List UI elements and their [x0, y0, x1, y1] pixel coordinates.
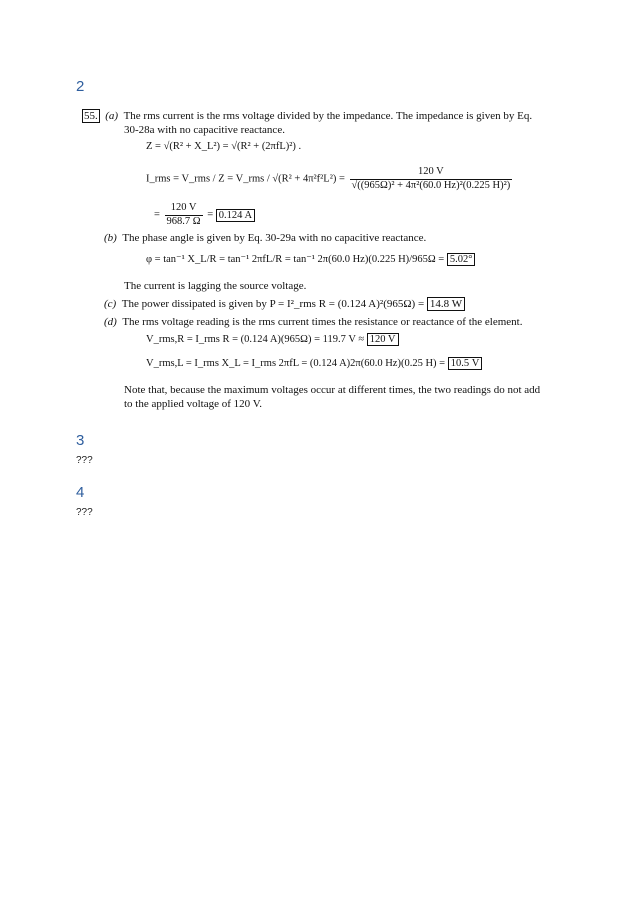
answer-d2: 10.5 V — [448, 357, 483, 370]
answer-b: 5.02° — [447, 253, 476, 266]
irms2-fraction-denominator: 968.7 Ω — [166, 215, 201, 227]
section-heading-2: 2 — [76, 78, 85, 95]
section-4-content: ??? — [76, 507, 93, 518]
vr-equation: V_rms,R = I_rms R = (0.124 A)(965Ω) = 119.7 V ≈ — [146, 334, 365, 345]
irms-fraction-denominator: √((965Ω)² + 4π²(60.0 Hz)²(0.225 H)²) — [351, 179, 511, 191]
impedance-equation: Z = √(R² + X_L²) = √(R² + (2πfL)²) . — [146, 141, 302, 152]
part-b-label: (b) — [104, 232, 117, 244]
part-a-label: (a) — [105, 110, 119, 122]
section-heading-3: 3 — [76, 432, 85, 449]
problem-number: 55. — [84, 110, 98, 122]
part-c-label: (c) — [104, 298, 117, 310]
section-3-content: ??? — [76, 455, 93, 466]
phi-equation: φ = tan⁻¹ X_L/R = tan⁻¹ 2πfL/R = tan⁻¹ 2π(60.0 Hz)(0.225 H)/965Ω = — [146, 254, 445, 265]
answer-a: 0.124 A — [216, 209, 255, 222]
part-a-text-2: 30-28a with no capacitive reactance. — [124, 124, 285, 136]
part-d-label: (d) — [104, 316, 117, 328]
irms-equation-left: I_rms = V_rms / Z = V_rms / √(R² + 4π²f²L²) = — [146, 173, 345, 185]
part-b-text: The phase angle is given by Eq. 30-29a with no capacitive reactance. — [122, 232, 427, 244]
part-c-text: The power dissipated is given by P = I²_rms R = (0.124 A)²(965Ω) = — [121, 298, 425, 310]
part-b-note: The current is lagging the source voltage. — [124, 280, 307, 292]
section-heading-4: 4 — [76, 484, 85, 501]
irms-fraction-numerator: 120 V — [350, 166, 513, 180]
note-line-1: Note that, because the maximum voltages occur at different times, the two readings do not add — [124, 384, 541, 396]
part-d-text: The rms voltage reading is the rms current times the resistance or reactance of the element. — [122, 316, 523, 328]
note-line-2: to the applied voltage of 120 V. — [124, 398, 262, 410]
irms2-fraction-numerator: 120 V — [165, 202, 203, 216]
vl-equation: V_rms,L = I_rms X_L = I_rms 2πfL = (0.124 A)2π(60.0 Hz)(0.25 H) = — [146, 358, 446, 369]
part-a-text: The rms current is the rms voltage divided by the impedance. The impedance is given by Eq. — [123, 110, 533, 122]
answer-d1: 120 V — [367, 333, 399, 346]
answer-c: 14.8 W — [427, 297, 465, 311]
